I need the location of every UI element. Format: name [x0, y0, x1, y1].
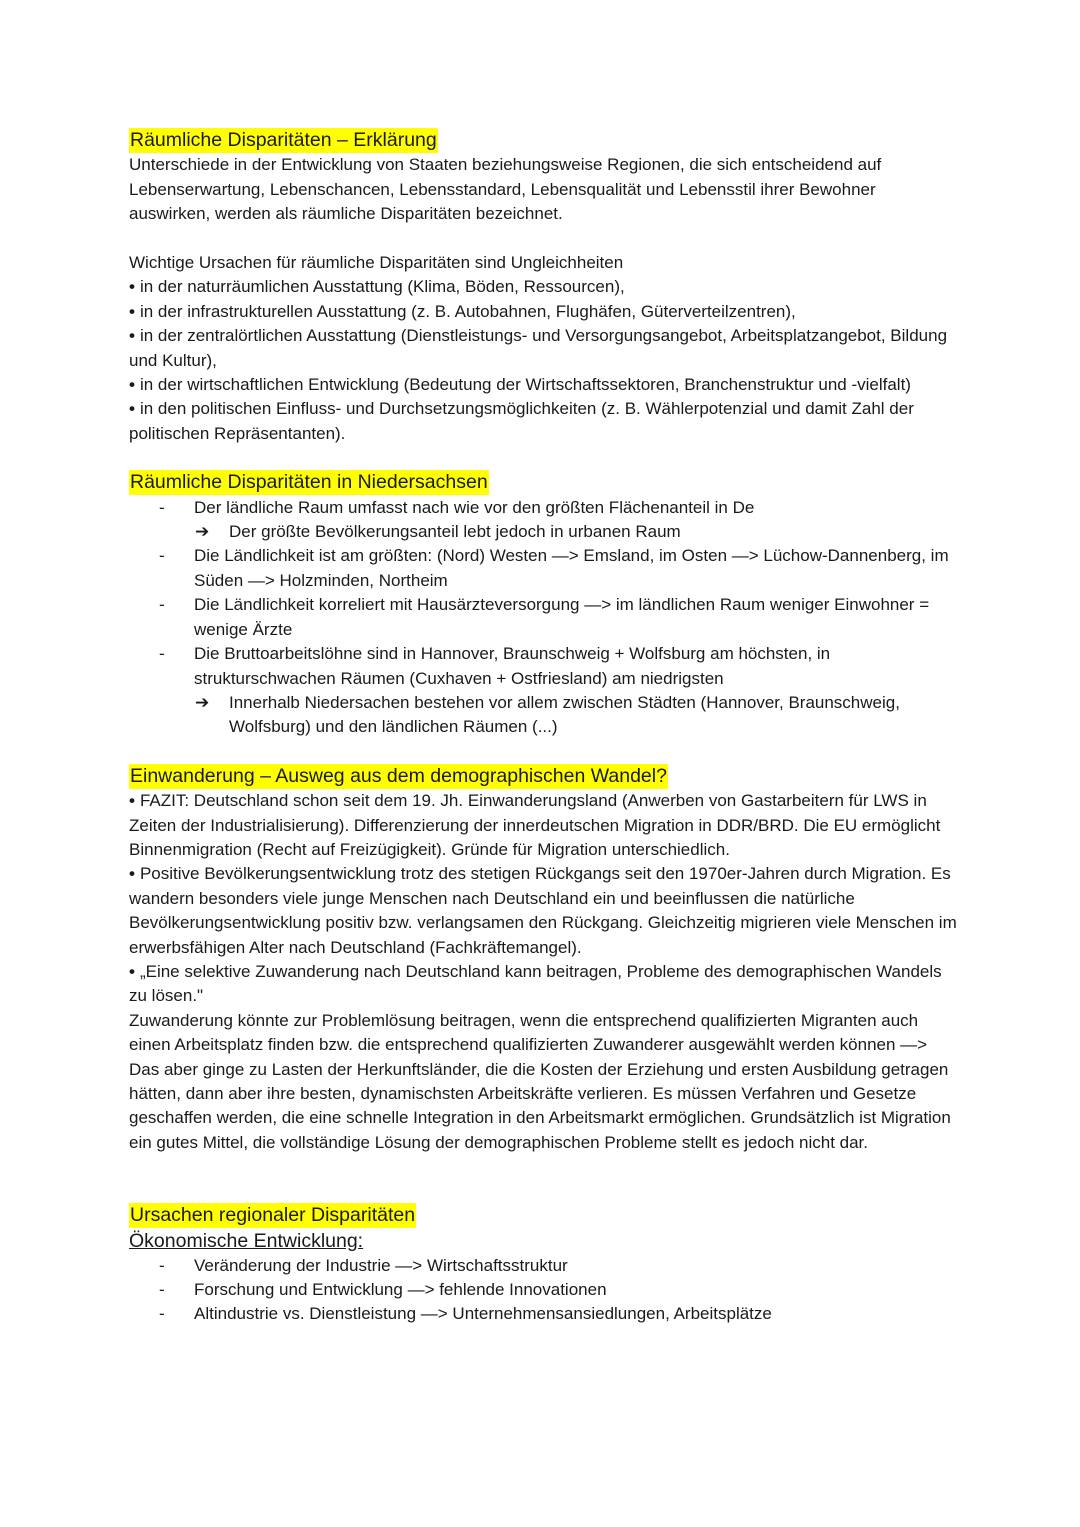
list-item: - Veränderung der Industrie —> Wirtschaftsstruktur — [129, 1254, 959, 1278]
conclusion-paragraph: Zuwanderung könnte zur Problemlösung beitragen, wenn die entsprechend qualifizierten Migranten auch einen Arbeitsplatz finden bzw. die entsprechend qualifizierten Zuwanderer ausgewählt werden können —> Das aber ginge zu Lasten der Herkunftsländer, die die Kosten der Erziehung und ersten Ausbildung getragen hätten, dann aber ihre besten, dynamischsten Arbeitskräfte verlieren. Es müssen Verfahren und Gesetze geschaffen werden, die eine schnelle Integration in den Arbeitsmarkt ermöglichen. Grundsätzlich ist Migration ein gutes Mittel, die vollständige Lösung der demographischen Probleme stellt es jedoch nicht dar. — [129, 1010, 951, 1152]
section-heading-niedersachsen: Räumliche Disparitäten in Niedersachsen — [130, 471, 488, 494]
economic-list — [129, 1254, 959, 1327]
blank-line — [129, 227, 959, 251]
spacer — [129, 1155, 959, 1203]
list-item: • in den politischen Einfluss- und Durchsetzungsmöglichkeiten (z. B. Wählerpotenzial und damit Zahl der politischen Repräsentanten). — [129, 399, 914, 443]
causes-intro: Wichtige Ursachen für räumliche Disparitäten sind Ungleichheiten — [129, 253, 624, 273]
arrow-right-icon: ➔ — [195, 522, 210, 542]
list-item: • in der infrastrukturellen Ausstattung (z. B. Autobahnen, Flughäfen, Güterverteilzentren), — [129, 301, 796, 321]
paragraph: • Positive Bevölkerungsentwicklung trotz des stetigen Rückgangs seit den 1970er-Jahren durch Migration. Es wandern besonders viele junge Menschen nach Deutschland ein und beeinflussen die natürliche Bevölkerungsentwicklung positiv bzw. verlangsamen den Rückgang. Gleichzeitig migrieren viele Menschen im erwerbsfähigen Alter nach Deutschland (Fachkräftemangel). — [129, 864, 957, 957]
dash-icon: - — [159, 497, 165, 517]
causes-list — [129, 275, 959, 446]
paragraph: • FAZIT: Deutschland schon seit dem 19. Jh. Einwanderungsland (Anwerben von Gastarbeitern für LWS in Zeiten der Industrialisierung). Differenzierung der innerdeutschen Migration in DDR/BRD. Die EU ermöglicht Binnenmigration (Recht auf Freizügigkeit). Gründe für Migration unterschiedlich. — [129, 791, 941, 859]
list-item: - Die Bruttoarbeitslöhne sind in Hannover, Braunschweig + Wolfsburg am höchsten, in strukturschwachen Räumen (Cuxhaven + Ostfriesland) am niedrigsten — [159, 644, 831, 688]
arrow-item: ➔ Der größte Bevölkerungsanteil lebt jedoch in urbanen Raum — [129, 520, 959, 544]
list-item: - Der ländliche Raum umfasst nach wie vor den größten Flächenanteil in De — [129, 496, 959, 520]
spacer — [129, 446, 959, 470]
niedersachsen-list — [129, 496, 959, 740]
bullet-icon: • — [129, 277, 135, 297]
list-item: - Die Ländlichkeit ist am größten: (Nord) Westen —> Emsland, im Osten —> Lüchow-Dannenberg, im Süden —> Holzminden, Northeim — [159, 546, 949, 590]
section-immigration — [129, 764, 959, 1156]
quote-paragraph: • „Eine selektive Zuwanderung nach Deutschland kann beitragen, Probleme des demographischen Wandels zu lösen." — [129, 961, 942, 1006]
subheading-economic: Ökonomische Entwicklung: — [129, 1229, 364, 1252]
bullet-icon: • — [129, 375, 135, 395]
dash-icon: - — [159, 1255, 165, 1275]
list-item: - Altindustrie vs. Dienstleistung —> Unternehmensansiedlungen, Arbeitsplätze — [129, 1302, 959, 1326]
spacer — [129, 740, 959, 764]
arrow-item: ➔ Innerhalb Niedersachen bestehen vor allem zwischen Städten (Hannover, Braunschweig, Wolfsburg) und den ländlichen Räumen (...) — [195, 692, 900, 737]
list-item: - Die Ländlichkeit korreliert mit Hausärzteversorgung —> im ländlichen Raum weniger Einwohner = wenige Ärzte — [159, 595, 930, 639]
bullet-icon: • — [129, 864, 135, 884]
bullet-icon: • — [129, 301, 135, 321]
section-heading-causes: Ursachen regionaler Disparitäten — [130, 1204, 416, 1227]
list-item: • in der naturräumlichen Ausstattung (Klima, Böden, Ressourcen), — [129, 277, 625, 297]
bullet-icon: • — [129, 791, 135, 811]
dash-icon: - — [159, 1280, 165, 1300]
dash-icon: - — [159, 595, 165, 615]
dash-icon: - — [159, 1304, 165, 1324]
document-page — [129, 128, 959, 1327]
list-item: • in der zentralörtlichen Ausstattung (Dienstleistungs- und Versorgungsangebot, Arbeitsplatzangebot, Bildung und Kultur), — [129, 326, 948, 370]
section-heading-explanation: Räumliche Disparitäten – Erklärung — [130, 129, 437, 151]
section-heading-immigration: Einwanderung – Ausweg aus dem demographischen Wandel? — [130, 764, 667, 787]
dash-icon: - — [159, 546, 165, 566]
arrow-right-icon: ➔ — [195, 692, 210, 712]
dash-icon: - — [159, 644, 165, 664]
list-item: - Forschung und Entwicklung —> fehlende Innovationen — [129, 1278, 959, 1302]
section-causes — [129, 1203, 959, 1327]
bullet-icon: • — [129, 961, 135, 981]
section-niedersachsen — [129, 470, 959, 739]
bullet-icon: • — [129, 399, 135, 419]
definition-paragraph: Unterschiede in der Entwicklung von Staaten beziehungsweise Regionen, die sich entscheidend auf Lebenserwartung, Lebenschancen, Lebensstandard, Lebensqualität und Lebensstil ihrer Bewohner auswirken, werden als räumliche Disparitäten bezeichnet. — [129, 155, 882, 224]
section-explanation — [129, 128, 959, 446]
list-item: • in der wirtschaftlichen Entwicklung (Bedeutung der Wirtschaftssektoren, Branchenstruktur und -vielfalt) — [129, 375, 911, 395]
bullet-icon: • — [129, 326, 135, 346]
